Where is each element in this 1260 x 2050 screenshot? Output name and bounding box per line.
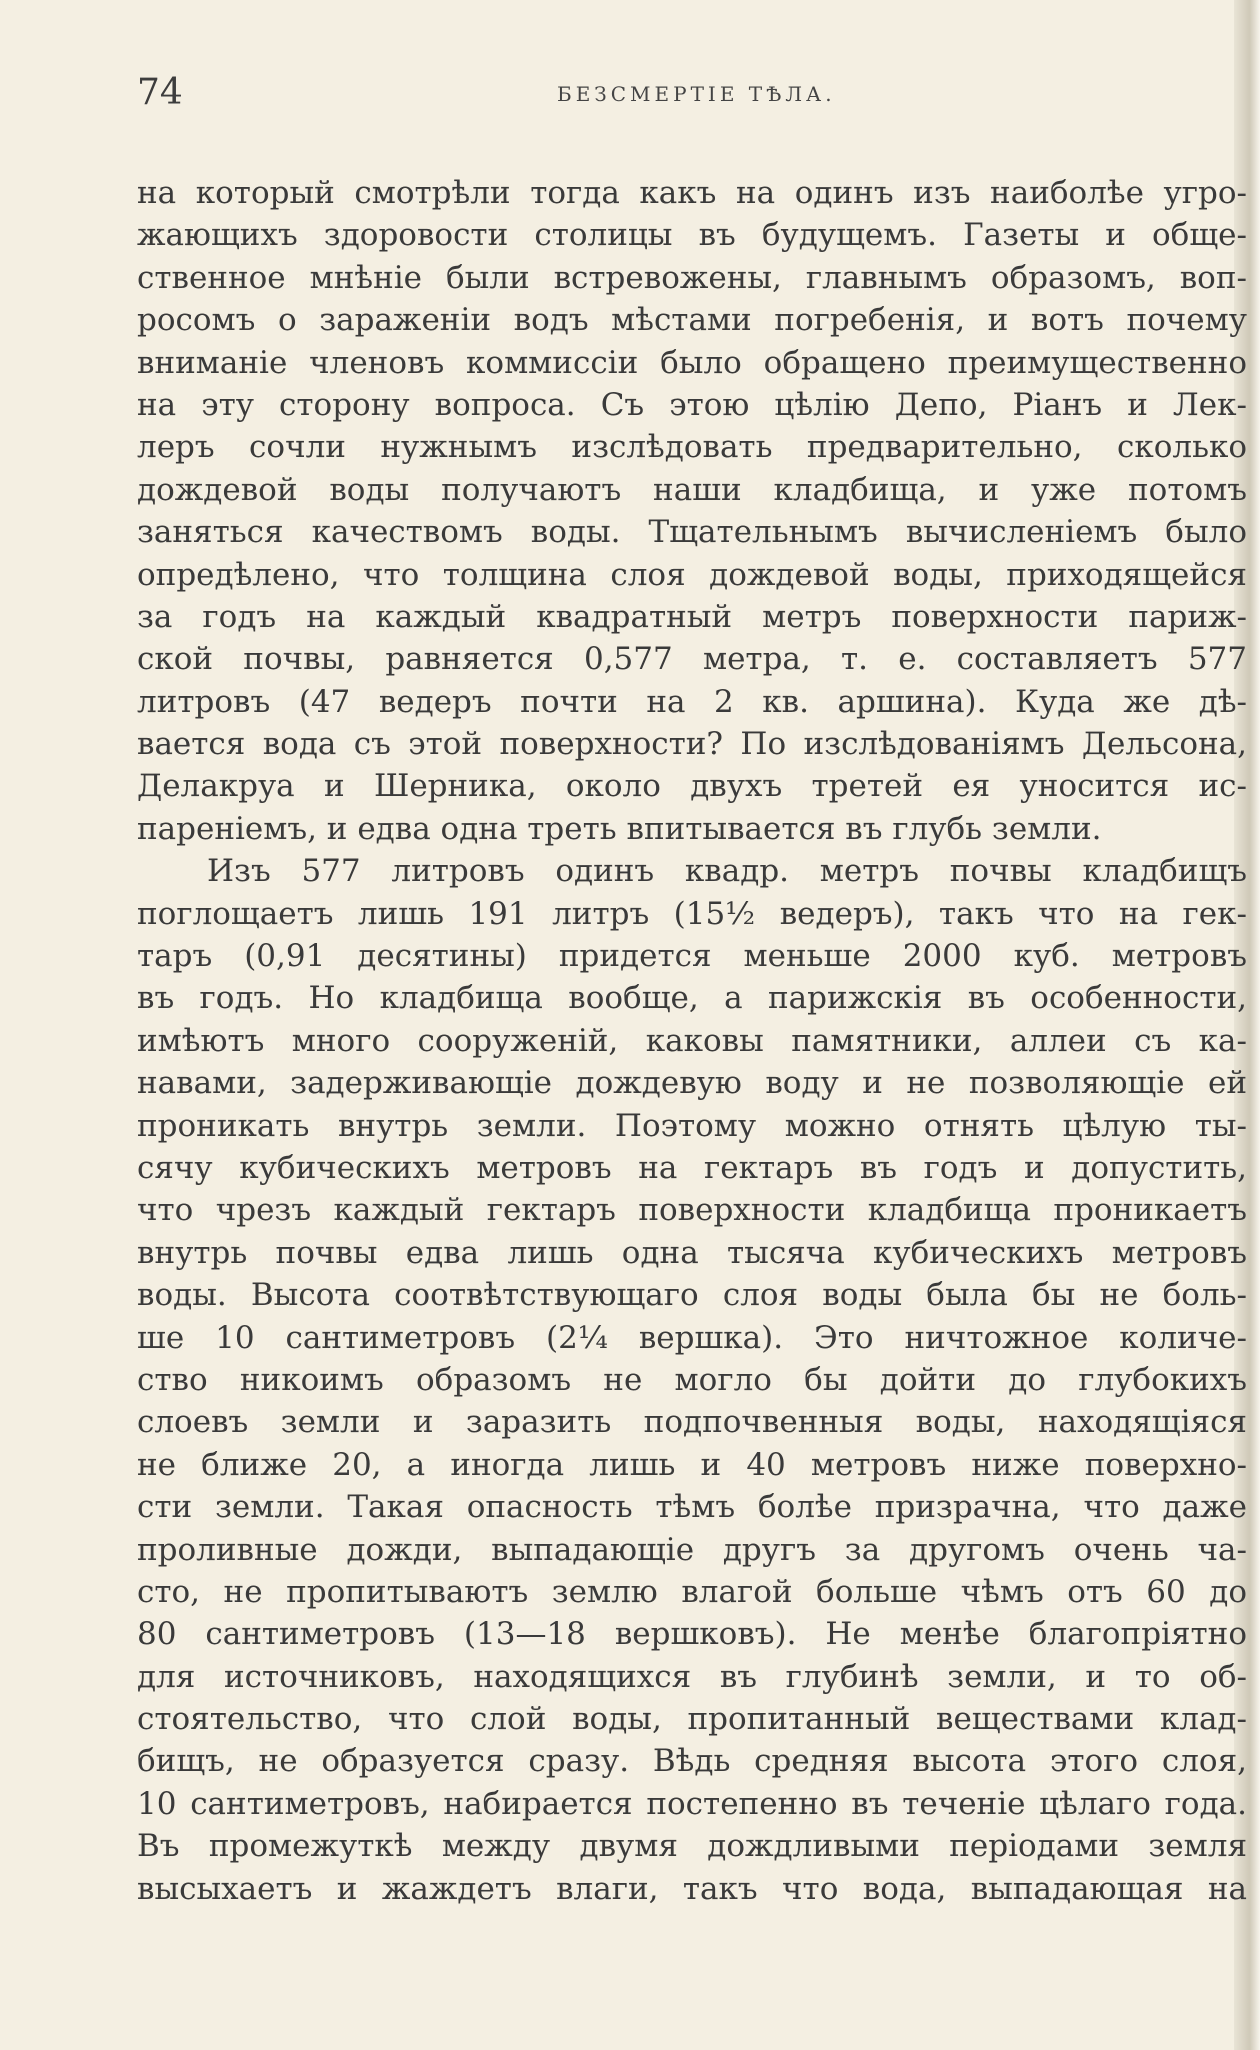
- text-line: ство никоимъ образомъ не могло бы дойти до глубокихъ: [137, 1361, 1247, 1398]
- text-line: внутрь почвы едва лишь одна тысяча кубическихъ метровъ: [137, 1234, 1247, 1271]
- text-line: для источниковъ, находящихся въ глубинѣ земли, и то об-: [137, 1658, 1247, 1695]
- text-line: въ годъ. Но кладбища вообще, а парижскія въ особенности,: [137, 980, 1247, 1017]
- text-line: бищъ, не образуется сразу. Вѣдь средняя высота этого слоя,: [137, 1743, 1247, 1780]
- page-number: 74: [137, 72, 183, 113]
- text-line: Делакруа и Шерника, около двухъ третей ея уносится ис-: [137, 768, 1247, 805]
- text-line: пареніемъ, и едва одна треть впитывается въ глубь земли.: [137, 810, 1102, 847]
- text-line: не ближе 20, а иногда лишь и 40 метровъ ниже поверхно-: [137, 1446, 1247, 1483]
- text-line: жающихъ здоровости столицы въ будущемъ. Газеты и обще-: [137, 217, 1247, 254]
- text-line: проникать внутрь земли. Поэтому можно отнять цѣлую ты-: [137, 1107, 1247, 1144]
- text-line: сто, не пропитываютъ землю влагой больше чѣмъ отъ 60 до: [137, 1573, 1247, 1610]
- text-line: Въ промежуткѣ между двумя дождливыми періодами земля: [137, 1828, 1247, 1865]
- text-line: высыхаетъ и жаждетъ влаги, такъ что вода, выпадающая на: [137, 1870, 1247, 1907]
- text-line: леръ сочли нужнымъ изслѣдовать предварительно, сколько: [137, 429, 1247, 466]
- text-line: имѣютъ много сооруженій, каковы памятники, аллеи съ ка-: [137, 1022, 1247, 1059]
- text-line: заняться качествомъ воды. Тщательнымъ вычисленіемъ было: [137, 514, 1247, 551]
- text-line: росомъ о зараженіи водъ мѣстами погребенія, и вотъ почему: [137, 302, 1247, 339]
- text-line: 80 сантиметровъ (13—18 вершковъ). Не менѣе благопріятно: [137, 1616, 1247, 1653]
- text-line: за годъ на каждый квадратный метръ поверхности париж-: [137, 598, 1247, 635]
- text-line: стоятельство, что слой воды, пропитанный веществами клад-: [137, 1701, 1247, 1738]
- text-line: проливные дожди, выпадающіе другъ за другомъ очень ча-: [137, 1531, 1247, 1568]
- text-line: сячу кубическихъ метровъ на гектаръ въ годъ и допустить,: [137, 1149, 1247, 1186]
- text-line: навами, задерживающіе дождевую воду и не позволяющіе ей: [137, 1065, 1247, 1102]
- text-line: на эту сторону вопроса. Съ этою цѣлію Депо, Ріанъ и Лек-: [137, 386, 1247, 423]
- page-header: [137, 72, 1237, 112]
- text-line: слоевъ земли и заразить подпочвенныя воды, находящіяся: [137, 1404, 1247, 1441]
- text-line: Изъ 577 литровъ одинъ квадр. метръ почвы кладбищъ: [207, 853, 1247, 890]
- text-line: что чрезъ каждый гектаръ поверхности кладбища проникаетъ: [137, 1192, 1247, 1229]
- text-line: сти земли. Такая опасность тѣмъ болѣе призрачна, что даже: [137, 1489, 1247, 1526]
- text-line: ственное мнѣніе были встревожены, главнымъ образомъ, воп-: [137, 259, 1247, 296]
- text-line: опредѣлено, что толщина слоя дождевой воды, приходящейся: [137, 556, 1247, 593]
- text-line: литровъ (47 ведеръ почти на 2 кв. аршина). Куда же дѣ-: [137, 683, 1247, 720]
- text-line: ской почвы, равняется 0,577 метра, т. е. составляетъ 577: [137, 641, 1247, 678]
- running-title: БЕЗСМЕРТІЕ ТѢЛА.: [557, 82, 836, 106]
- text-line: поглощаетъ лишь 191 литръ (15½ ведеръ), такъ что на гек-: [137, 895, 1247, 932]
- text-line: воды. Высота соотвѣтствующаго слоя воды была бы не боль-: [137, 1277, 1247, 1314]
- text-line: дождевой воды получаютъ наши кладбища, и уже потомъ: [137, 471, 1247, 508]
- body-text: [137, 172, 1247, 1910]
- text-line: вниманіе членовъ коммиссіи было обращено преимущественно: [137, 344, 1247, 381]
- text-line: вается вода съ этой поверхности? По изслѣдованіямъ Дельсона,: [137, 726, 1247, 763]
- text-line: на который смотрѣли тогда какъ на одинъ изъ наиболѣе угро-: [137, 175, 1247, 211]
- text-line: ше 10 сантиметровъ (2¼ вершка). Это ничтожное количе-: [137, 1319, 1247, 1356]
- text-line: 10 сантиметровъ, набирается постепенно въ теченіе цѣлаго года.: [137, 1785, 1247, 1822]
- text-line: таръ (0,91 десятины) придется меньше 2000 куб. метровъ: [137, 938, 1247, 975]
